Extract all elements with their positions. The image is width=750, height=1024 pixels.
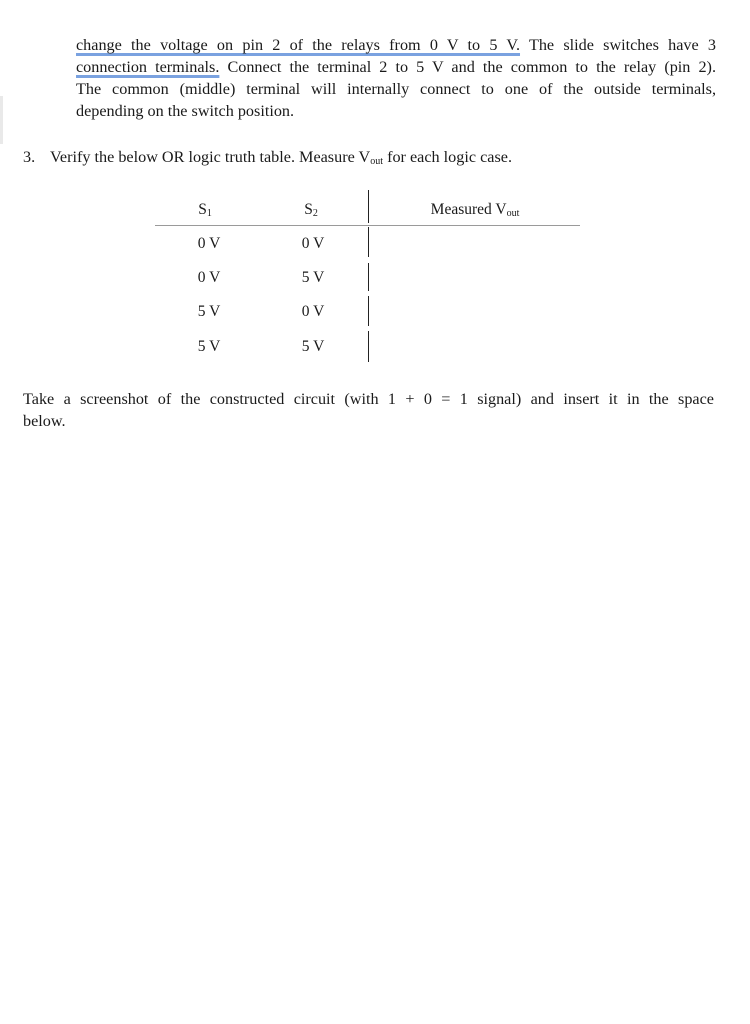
row-1-s1: 0 V — [197, 235, 221, 252]
row-3-s1: 5 V — [197, 303, 221, 320]
row-3-s2: 0 V — [301, 303, 325, 320]
screenshot-instruction-line-1: Take a screenshot of the constructed circuit (with 1 + 0 = 1 signal) and insert it in the space — [23, 390, 714, 408]
row-1-s2: 0 V — [301, 235, 325, 252]
row-4-s2: 5 V — [301, 338, 325, 355]
column-divider — [368, 190, 369, 223]
instruction-paragraph — [76, 34, 716, 122]
step-text-after: for each logic case. — [383, 148, 512, 166]
row-2-s2: 5 V — [301, 269, 325, 286]
header-measured-vout: Measured $V_{out}$ — [430, 201, 520, 219]
header-divider — [155, 225, 580, 226]
spellcheck-underlined-text[interactable]: connection terminals. — [76, 58, 220, 76]
step-number: 3. — [23, 148, 36, 166]
truth-table — [155, 190, 580, 362]
instruction-line-2 — [76, 56, 716, 78]
instruction-text: Connect the terminal 2 to 5 V and the common to the relay (pin 2). — [219, 58, 716, 76]
column-divider — [368, 331, 369, 362]
spellcheck-underlined-text[interactable]: change the voltage on pin 2 of the relays from 0 V to 5 V. — [76, 36, 521, 54]
column-divider — [368, 263, 369, 291]
margin-marker — [0, 96, 3, 144]
header-s2: $S_2$ — [304, 201, 318, 219]
row-2-s1: 0 V — [197, 269, 221, 286]
step-text-before: Verify the below OR logic truth table. Measure V — [50, 148, 371, 166]
column-divider — [368, 227, 369, 257]
instruction-line-4 — [76, 100, 716, 122]
column-divider — [368, 296, 369, 326]
instruction-text: The slide switches have 3 — [520, 36, 716, 54]
instruction-line-1 — [76, 34, 716, 56]
step-subscript: out — [370, 156, 384, 167]
row-4-s1: 5 V — [197, 338, 221, 355]
instruction-line-3 — [76, 78, 716, 100]
screenshot-instruction-line-2: below. — [23, 412, 66, 430]
instruction-text: depending on the switch position. — [76, 102, 295, 120]
screenshot-instruction — [23, 388, 714, 432]
header-s1: $S_1$ — [198, 201, 212, 219]
instruction-text: The common (middle) terminal will internally connect to one of the outside terminals, — [76, 80, 716, 98]
step-3-heading — [23, 146, 512, 168]
